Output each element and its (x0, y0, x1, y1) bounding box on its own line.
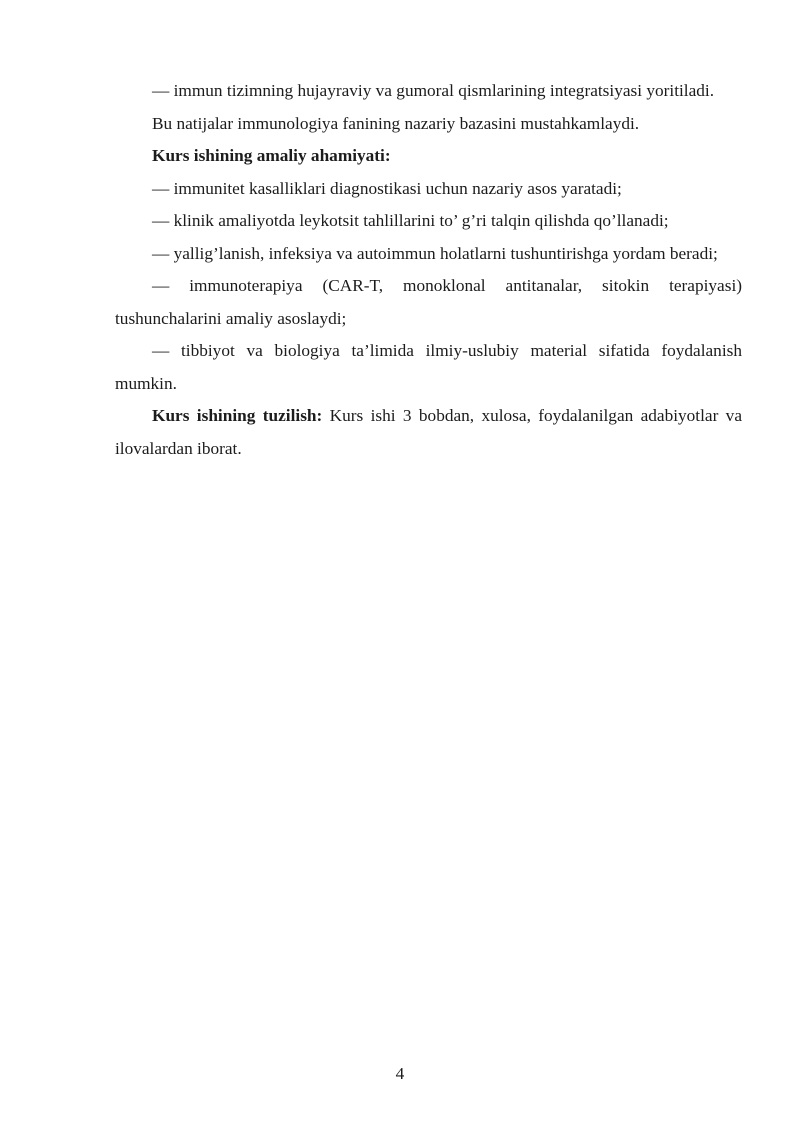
list-item-text: — tibbiyot va biologiya ta’limida ilmiy-uslubiy material sifatida foydalanish mumkin. (115, 341, 742, 393)
list-item-inflammation (115, 238, 742, 271)
paragraph-text: Bu natijalar immunologiya fanining nazariy bazasini mustahkamlaydi. (152, 113, 640, 133)
structure-text: Kurs ishi 3 bobdan, xulosa, foydalanilgan adabiyotlar va ilovalardan iborat. (115, 406, 742, 458)
list-item-text: — yallig’lanish, infeksiya va autoimmun holatlarni tushuntirishga yordam beradi; (152, 243, 718, 263)
paragraph-structure (115, 400, 742, 465)
list-item-education (115, 335, 742, 400)
list-item-text: — immunoterapiya (CAR-T, monoklonal antitanalar, sitokin terapiyasi) tushunchalarini amaliy asoslaydi; (115, 276, 742, 328)
page-number: 4 (395, 1064, 405, 1083)
list-item-text: — immunitet kasalliklari diagnostikasi uchun nazariy asos yaratadi; (152, 178, 622, 198)
document-page (115, 75, 742, 465)
paragraph-text: — immun tizimning hujayraviy va gumoral qismlarining integratsiyasi yoritiladi. (152, 81, 715, 100)
structure-heading: Kurs ishining tuzilish: (152, 406, 323, 425)
heading-text: Kurs ishining amaliy ahamiyati: (152, 146, 391, 165)
section-heading-practical-significance (115, 140, 742, 173)
list-item-immunotherapy (115, 270, 742, 335)
list-item-clinical (115, 205, 742, 238)
list-item-text: — klinik amaliyotda leykotsit tahlillarini to’ g’ri talqin qilishda qo’llanadi; (152, 211, 669, 230)
list-item-diagnostics (115, 173, 742, 206)
paragraph-results (115, 108, 742, 141)
paragraph-integration (115, 75, 742, 108)
